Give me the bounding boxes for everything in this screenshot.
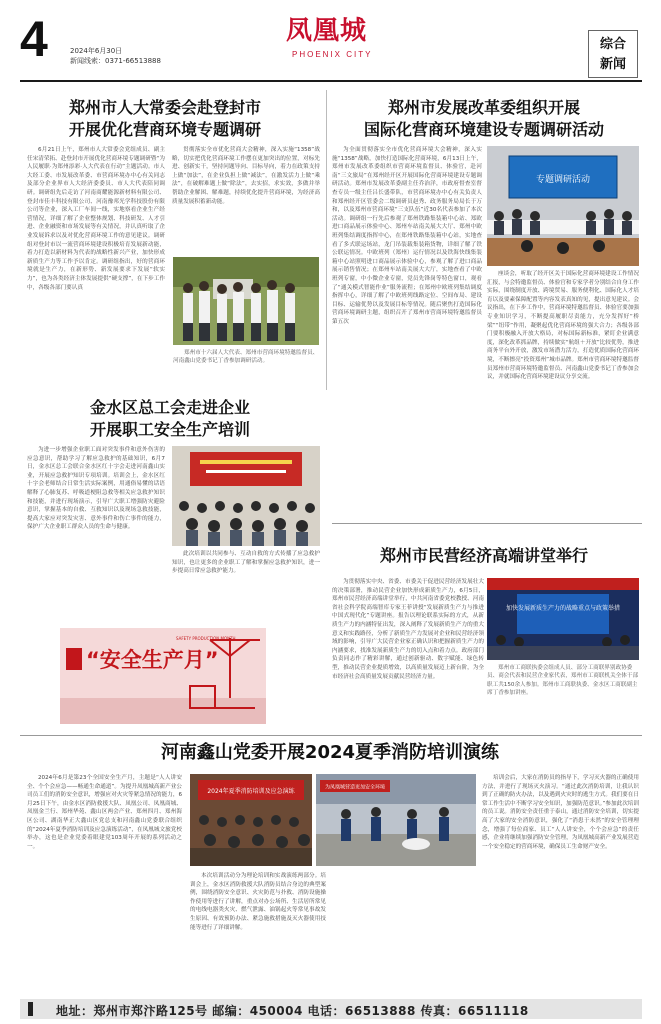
footer-contact: 地址：郑州市郑汴路125号 邮编：450004 电话：66513888 传真：66511118 xyxy=(56,1004,529,1018)
article2-photo-screen-text: 专题调研活动 xyxy=(535,175,591,185)
article1-body-col2: 贯彻落实全市优化营商大会精神，深入实施“1358”战略，切实把优化营商环境工作摆在更加突出的位置，对标先进、创新实干，坚持问题导向、目标导向，着力在政策支持上做“加法”，在企业负担上做“减法”，在激发活力上做“乘法”，在破解难题上做“除法”，去实招，求实效，多做并举帮助企业解困、解难题，持续优化提升营商环境，为经济高质量发展积蓄新动能。 xyxy=(172,147,320,205)
article2-title-line1: 郑州市发展改革委组织开展 xyxy=(387,98,580,117)
article5-body-col3: 培训会后，大家在消防员的指导下，学习灭火器的正确使用方法，并进行了现场灭火演习。“通过此次消防培训，让我认识到了正确的防火办法，以及遇到火灾时的逃生方式。我们要在日常工作生活中不断学习安全知识，加强防范意识。”参加此次培训的员工说。消防安全责任重于泰山，通过消防安全培训，切实提高了大家的安全消防意识，强化了“消患于未然”的安全管理理念，增强了每位商家、员工“人人讲安全，个个会应急”的责任感，企业将继续加强消防安全管理，为凤凰城高新产业发展营造一个安全稳定的营商环境，确保员工生命财产安全。 xyxy=(482,775,639,850)
issue-info xyxy=(70,46,161,66)
footer-marker xyxy=(28,1002,33,1016)
article5-body-col2: 本次培训活动分为理论培训和实战演练两部分。培训会上，金水区消防救援大队消防员结合身边的典型案例，围绕消防安全意识、火灾防范与扑救、消防设施操作使用等进行了讲解，重点对办公场所、生活居所常见的电线电器类火灾、燃气泄露、油锅起火等常见事故发生原因、有效预防办法、紧急施救措施及灭火器使用技能等进行了详细讲解。 xyxy=(190,873,326,931)
article2-body-col2: 座谈会，听取了经开区关于国际化营商环境建设工作情况汇报，与会特邀监督员、体验官和专家学者分别结合自身工作实际，围绕制度开放、跨境贸易、服务便利化、国际化人才培育以及要素保障配置等内容发表真知的见，提出意见建议。会议指出，在下步工作中，营商环境特邀监督员、体验官要加强专业知识学习，不断提高履职尽责能力，充分发挥好“桥梁”“纽带”作用，凝聚起优化营商环境的强大合力；各级各部门要积极融入开放大格局，对标国际新标准，紧盯企业满意度，深化改革抓品牌，持续做实“航组＋开放”比较优势，推进商务平台外开放，激发市场潜力活力，打造优质国际化营商环境，不断擦亮“投资郑州”城市品牌。郑州市营商环境特邀监督员郑州市营商环境特邀监督员、河南鑫山党委书记丁香参加会议，并就国际化营商环境建设议分享交流。 xyxy=(487,271,639,381)
newspaper-logo: 凤凰城 xyxy=(286,16,368,46)
masthead-rule xyxy=(20,80,642,82)
section-tag-line2: 新闻 xyxy=(599,57,626,72)
article4-photo-graphic xyxy=(487,578,639,660)
article2-body-col1: 为全面贯彻落实全市优化营商环境大会精神，深入实施“1358”战略，加快打造国际化营商环境，6月13日上午，郑州市发展改革委组织市营商环境监督员、体验官，赴河南“三文旅局”在郑州经开区开展国际化营商环境建设专题调研活动。郑州市发展改革委副主任乔治洋，市政府督查室督查专员一级主任吕长盛带队，市营商环境办中心有关负责人和郑州经开区管委会二级调研员赵秀、政务服务局局长于万和，以及郑州市营商环境“三支队伍”近30名代表参加了本次活动。调研组一行先后参观了郑州铁路集装箱中心站、郑欧进口商品展示体验中心、郑州车站南关展大大厅、郑州中欧班列集结调度指挥中心，在郑州铁路集装箱中心站，实地查看了多式联运场站，龙门吊装载集装箱货物，详细了解了铁公联运情况。中欧班列（郑州）运行情况以及铁海快线集装箱中心站照明进口商品展示体验中心，参观了解了进口商品展示销售情况；在郑州车站南关展大大厅，实地查看了中欧班列专窗，中小微企业专窗，党员先锋岗等特色窗口，观看了“通关模式智能作业”服务流程；在郑州中欧班列集结调度指挥中心，详细了解了中欧班列线路定位、空间布局、建设目标、运输优势以及发展目标等情况。随后聚焦打造国际化营商环境调研主题，组织召开了郑州市营商环境特邀监督员第五次 xyxy=(332,147,482,325)
article5-photo-1-graphic xyxy=(190,774,312,866)
article1-caption: 郑州市十六届人大代表、郑州市营商环境特邀监督员、河南鑫山党委书记丁香参加调研活动。 xyxy=(173,350,319,365)
article1-photo xyxy=(173,257,319,345)
article3-body-col2: 此次培训以共同参与、互动自救的方式传播了应急救护知识，也让更多的企业职工了解和掌握应急救护知识，进一步提高日常应急救护能力。 xyxy=(172,551,320,575)
article4-photo xyxy=(487,578,639,660)
article5-top-rule xyxy=(20,735,642,736)
section-tag-line1: 综合 xyxy=(599,37,626,52)
safety-banner-graphic xyxy=(60,628,266,724)
safety-banner-subtitle: SAFETY PRODUCTION MONTH xyxy=(176,636,236,641)
article5-photo-2-banner: 为凤凰城营造更加安全环境 xyxy=(324,784,386,791)
section-tag xyxy=(588,30,638,78)
column-divider xyxy=(326,90,327,390)
article2-photo xyxy=(487,146,639,266)
safety-month-banner xyxy=(60,628,266,724)
article4-headline: 郑州市民营经济高端讲堂举行 xyxy=(379,546,588,565)
safety-banner-title: “安全生产月” xyxy=(86,648,219,672)
article1-photo-graphic xyxy=(173,257,319,345)
article4-caption: 郑州市工商联执委会组成人员、部分工商联界别政协委员、商会代表和民营企业家代表，郑州市工商联机关全体干部职工共150余人参加。郑州市工商联执委、金水区工商联副主席丁香参加讲座。 xyxy=(487,665,639,697)
article3-headline xyxy=(40,397,300,441)
article3-photo-graphic xyxy=(172,446,320,546)
article4-slide-text: 加快发展新质生产力的战略重点与政策举措 xyxy=(505,605,621,612)
article5-body-col1: 2024年6月是第23个全国安全生产月，主题是“人人讲安全、个个会应急——畅通生命通道”。为提升凤凰城高新产业公司员工们的消防安全意识，增强应对火灾等紧急情况的能力，6月25日下午，由金水区消防救援大队、凤凰公司、凤凰商城、凤凰金兰行、郑州华苑、鑫山区两会产业、郑州四月、郑州海区公司、湖南华正大鑫山区党总支和河南鑫山党委联合组织的“2024年夏季消防培训及应急演练活动”，在凤凰城文旅党校举办，这也是企业党委着眼建党103周年开展的系列活动之一。 xyxy=(27,775,182,850)
issue-date: 2024年6月30日 xyxy=(70,47,123,55)
article3-title-line1: 金水区总工会走进企业 xyxy=(89,398,250,417)
article1-title-line1: 郑州市人大常委会赴登封市 xyxy=(68,98,261,117)
article5-photo-2-graphic xyxy=(316,774,476,866)
article5-photo-2 xyxy=(316,774,476,866)
article5-headline: 河南鑫山党委开展2024夏季消防培训演练 xyxy=(160,742,500,763)
page-number: 4 xyxy=(20,11,48,67)
article5-photo-1-banner: 2024年夏季消防培训及应急演练 xyxy=(207,788,295,795)
article2-title-line2: 国际化营商环境建设专题调研活动 xyxy=(363,120,604,139)
news-hotline: 新闻线索：0371-66513888 xyxy=(70,57,161,65)
article3-photo xyxy=(172,446,320,546)
article1-body-col1: 6月21日上午，郑州市人大常委会党组成员、副主任宋清荣拓、赴登封市开展优化营商环境专题调研暨“为人民履职·为郑州添彩·人大代表在行动”主题活动。市人大经工委、市发展改革委、市营商环境办中心有关同志及部分企业界市人大经济委委员、市人大代表陪同调研。调研组先后走访了河南商耀能源新材料有限公司、登封市佳丰科技有限公司、河南豫邦光学科技股份有限公司等企业，深入工厂车间一线，实地察看企业生产经营情况，详细了解了企业整体规划、科技研发、人才引进、企业融资和市场发展等有关情况，并认真听取了企业发展诉求以及对优化营商环境工作的意见建议。调研组对登封市以一流营商环境建设积极培育发展新动能，着力打造以新材料为代表的战略性新兴产业，加快形成新质生产力等工作予以肯定。调研组指出，好的营商环境就是生产力，在新形势、新发展要求下发展“软实力”，也为各类经济主体发展提供“硬支撑”，在下步工作中，各级各部门要认真 xyxy=(27,147,165,291)
article4-body: 为贯彻落实中央、省委、市委关于促进民营经济发展壮大的决策部署，推动民营企业加快形成新质生产力，6月5日，郑州市民营经济高端讲堂举行，中共河南省委党校教授、河南省社会科学院高端智库专家王菲讲授“发展新质生产力与推进中国式现代化”专题讲座。报告以理论联系实际的方式，从新质生产力的内涵特征出发，深入阐释了发展新质生产力的重大意义和实践路径，分析了新质生产力发展对企业和民营经济领域的影响，引导广大民营企业家正确认识和把握新质生产力的内涵要求，找准发展新质生产力的切入点和着力点。政府部门负责同志作了精彩讲解，通过创新驱动、数字赋能、绿色转型，推动民营企业提质增效，以高质量发展迈上新台阶，为全市经济社会高质量发展贡献民营经济力量。 xyxy=(332,579,484,680)
newspaper-logo-en: PHOENIX CITY xyxy=(292,50,373,59)
article2-photo-graphic xyxy=(487,146,639,266)
article5-photo-1 xyxy=(190,774,312,866)
article3-title-line2: 开展职工安全生产培训 xyxy=(89,420,250,439)
article2-headline xyxy=(334,97,634,141)
article4-top-rule xyxy=(332,523,642,524)
article1-headline xyxy=(40,97,290,141)
article3-body-col1: 为进一步增强企业职工面对突发事件和意外伤害的应急意识，帮助学习了解应急救护的基础知识，6月7日，金水区总工会联合金水区红十字会走进河南鑫山实业，开展应急救护知识专项培训。培训会上，金水区红十字会老师结合日常生活实际案例，用通俗易懂的话语解释了心肺复苏、呼吸道梗阻急救等相关应急救护知识和技能，并进行现场演示，引导广大职工增强防灾避险意识，掌握基本的自救、互救知识以及现场急救技能，提高大家应对突发灾害、意外事件和伤亡事件的能力，保护广大企业职工群众人员的生命与健康。 xyxy=(27,447,165,531)
article1-title-line2: 开展优化营商环境专题调研 xyxy=(68,120,261,139)
